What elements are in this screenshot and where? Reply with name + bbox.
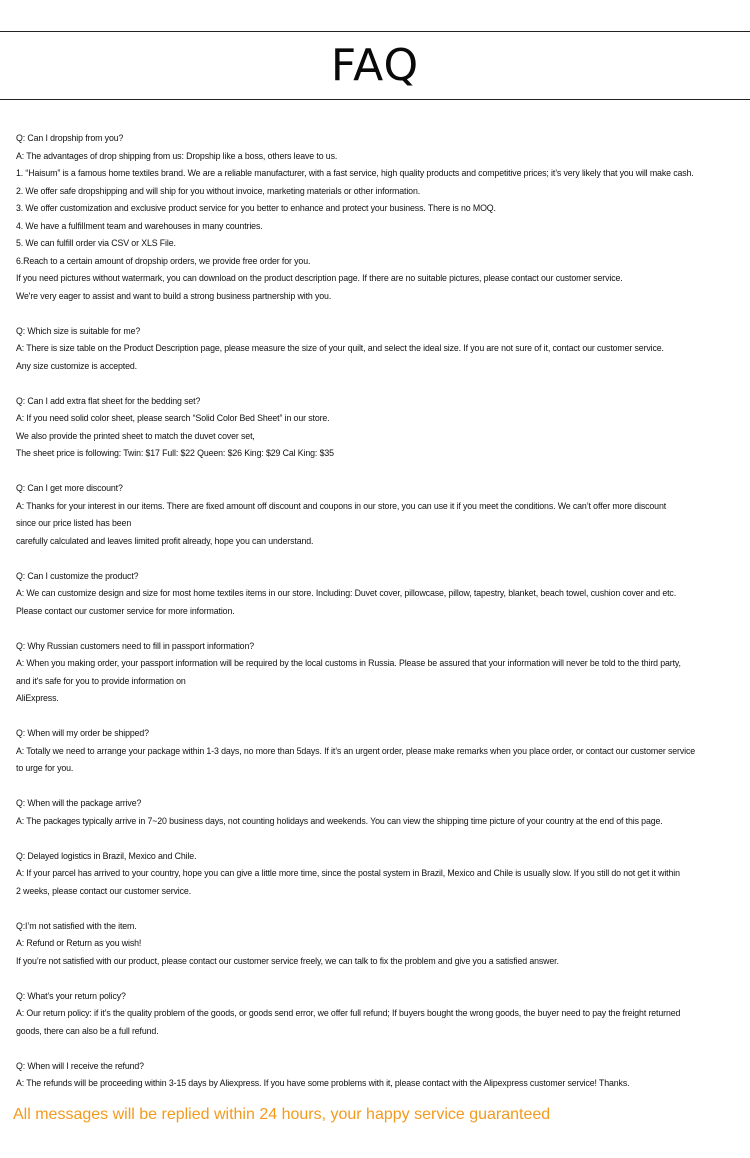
faq-spacer: [16, 778, 744, 796]
faq-item: [16, 393, 744, 463]
faq-spacer: [16, 463, 744, 481]
faq-text-line: 4. We have a fulfillment team and warehouses in many countries.: [16, 220, 263, 231]
faq-item: [16, 725, 744, 778]
faq-text-line: 3. We offer customization and exclusive product service for you better to enhance and protect your business. There is no MOQ.: [16, 203, 496, 213]
faq-item: [16, 568, 744, 621]
faq-text-line: 6.Reach to a certain amount of dropship orders, we provide free order for you.: [16, 255, 311, 266]
faq-answer: A: There is size table on the Product Description page, please measure the size of your quilt, and select the ideal size. If you are not sure of it, contact our customer service.: [16, 343, 664, 353]
faq-text-line: carefully calculated and leaves limited profit already, hope you can understand.: [16, 535, 314, 546]
faq-spacer: [16, 620, 744, 638]
faq-item: [16, 1058, 744, 1093]
faq-text-line: AliExpress.: [16, 693, 59, 703]
faq-text-line: We're very eager to assist and want to build a strong business partnership with you.: [16, 290, 332, 301]
faq-spacer: [16, 970, 744, 988]
faq-text-line: 2. We offer safe dropshipping and will ship for you without invoice, marketing materials or other information.: [16, 185, 421, 196]
faq-item: [16, 988, 744, 1041]
faq-spacer: [16, 708, 744, 726]
faq-answer: A: The packages typically arrive in 7~20 business days, not counting holidays and weekends. You can view the shipping time picture of your country at the end of this page.: [16, 815, 663, 826]
faq-item: [16, 638, 744, 708]
faq-answer: A: Thanks for your interest in our items. There are fixed amount off discount and coupons in our store, you can use it if you meet the conditions. We can’t offer more discount: [16, 500, 667, 511]
faq-spacer: [16, 830, 744, 848]
faq-answer: A: Totally we need to arrange your package within 1-3 days, no more than 5days. If it’s an urgent order, please make remarks when you place order, or contact our customer service: [16, 745, 696, 756]
page-title: FAQ: [330, 39, 420, 91]
faq-answer: A: When you making order, your passport information will be required by the local customs in Russia. Please be assured that your information will never be told to the third party,: [16, 658, 681, 668]
faq-item: [16, 848, 744, 901]
faq-answer: A: Our return policy: if it’s the quality problem of the goods, or goods send error, we offer full refund; If buyers bought the wrong goods, the buyer need to pay the freight returned: [16, 1008, 681, 1018]
faq-text-line: The sheet price is following: Twin: $17 Full: $22 Queen: $26 King: $29 Cal King: $35: [16, 448, 334, 458]
faq-item: [16, 130, 744, 305]
faq-question: Q: Can I dropship from you?: [16, 133, 124, 143]
faq-question: Q: Can I add extra flat sheet for the bedding set?: [16, 395, 201, 406]
faq-answer: A: The advantages of drop shipping from us: Dropship like a boss, others leave to us.: [16, 150, 338, 161]
faq-text-line: If you need pictures without watermark, you can download on the product description page. If there are no suitable pictures, please contact our customer service.: [16, 273, 623, 283]
faq-spacer: [16, 1040, 744, 1058]
faq-answer: A: The refunds will be proceeding within 3-15 days by Aliexpress. If you have some problems with it, please contact with the Alipexpress customer service! Thanks.: [16, 1078, 630, 1088]
faq-text-line: to urge for you.: [16, 763, 74, 773]
faq-text-line: since our price listed has been: [16, 518, 132, 528]
faq-text-line: goods, there can also be a full refund.: [16, 1025, 159, 1036]
faq-question: Q: What’s your return policy?: [16, 990, 126, 1001]
faq-question: Q: When will my order be shipped?: [16, 728, 149, 738]
faq-answer: A: Refund or Return as you wish!: [16, 938, 142, 948]
faq-question: Q: Can I customize the product?: [16, 570, 139, 581]
faq-header: [0, 31, 750, 100]
faq-text-line: 2 weeks, please contact our customer service.: [16, 885, 192, 896]
service-guarantee-footer: All messages will be replied within 24 hours, your happy service guaranteed: [13, 1106, 551, 1123]
faq-answer: A: We can customize design and size for most home textiles items in our store. Including: Duvet cover, pillowcase, pillow, tapestry, blanket, beach towel, cushion cover and etc.: [16, 588, 677, 598]
faq-text-line: Any size customize is accepted.: [16, 360, 137, 371]
faq-question: Q: When will the package arrive?: [16, 798, 142, 808]
faq-text-line: If you’re not satisfied with our product, please contact our customer service freely, we can talk to fix the problem and give you a satisfied answer.: [16, 955, 559, 966]
faq-text-line: Please contact our customer service for more information.: [16, 605, 235, 616]
faq-question: Q: Can I get more discount?: [16, 483, 123, 493]
faq-question: Q: Why Russian customers need to fill in passport information?: [16, 640, 255, 651]
faq-spacer: [16, 305, 744, 323]
faq-list: [16, 130, 744, 1093]
faq-text-line: 5. We can fulfill order via CSV or XLS File.: [16, 238, 176, 248]
faq-answer: A: If you need solid color sheet, please search “Solid Color Bed Sheet” in our store.: [16, 413, 330, 423]
faq-answer: A: If your parcel has arrived to your country, hope you can give a little more time, since the postal system in Brazil, Mexico and Chile is usually slow. If you still do not get it within: [16, 868, 680, 878]
faq-item: [16, 323, 744, 376]
faq-question: Q: Which size is suitable for me?: [16, 325, 141, 336]
faq-spacer: [16, 550, 744, 568]
faq-question: Q: Delayed logistics in Brazil, Mexico and Chile.: [16, 850, 197, 861]
faq-item: [16, 918, 744, 971]
faq-text-line: We also provide the printed sheet to match the duvet cover set,: [16, 430, 255, 441]
faq-text-line: 1. “Haisum” is a famous home textiles brand. We are a reliable manufacturer, with a fast service, high quality products and competitive prices; it’s very likely that you will make cash.: [16, 168, 694, 178]
faq-item: [16, 795, 744, 830]
faq-text-line: and it's safe for you to provide information on: [16, 675, 186, 686]
faq-item: [16, 480, 744, 550]
faq-spacer: [16, 900, 744, 918]
faq-question: Q: When will I receive the refund?: [16, 1060, 144, 1071]
faq-spacer: [16, 375, 744, 393]
faq-question: Q:I’m not satisfied with the item.: [16, 920, 137, 931]
